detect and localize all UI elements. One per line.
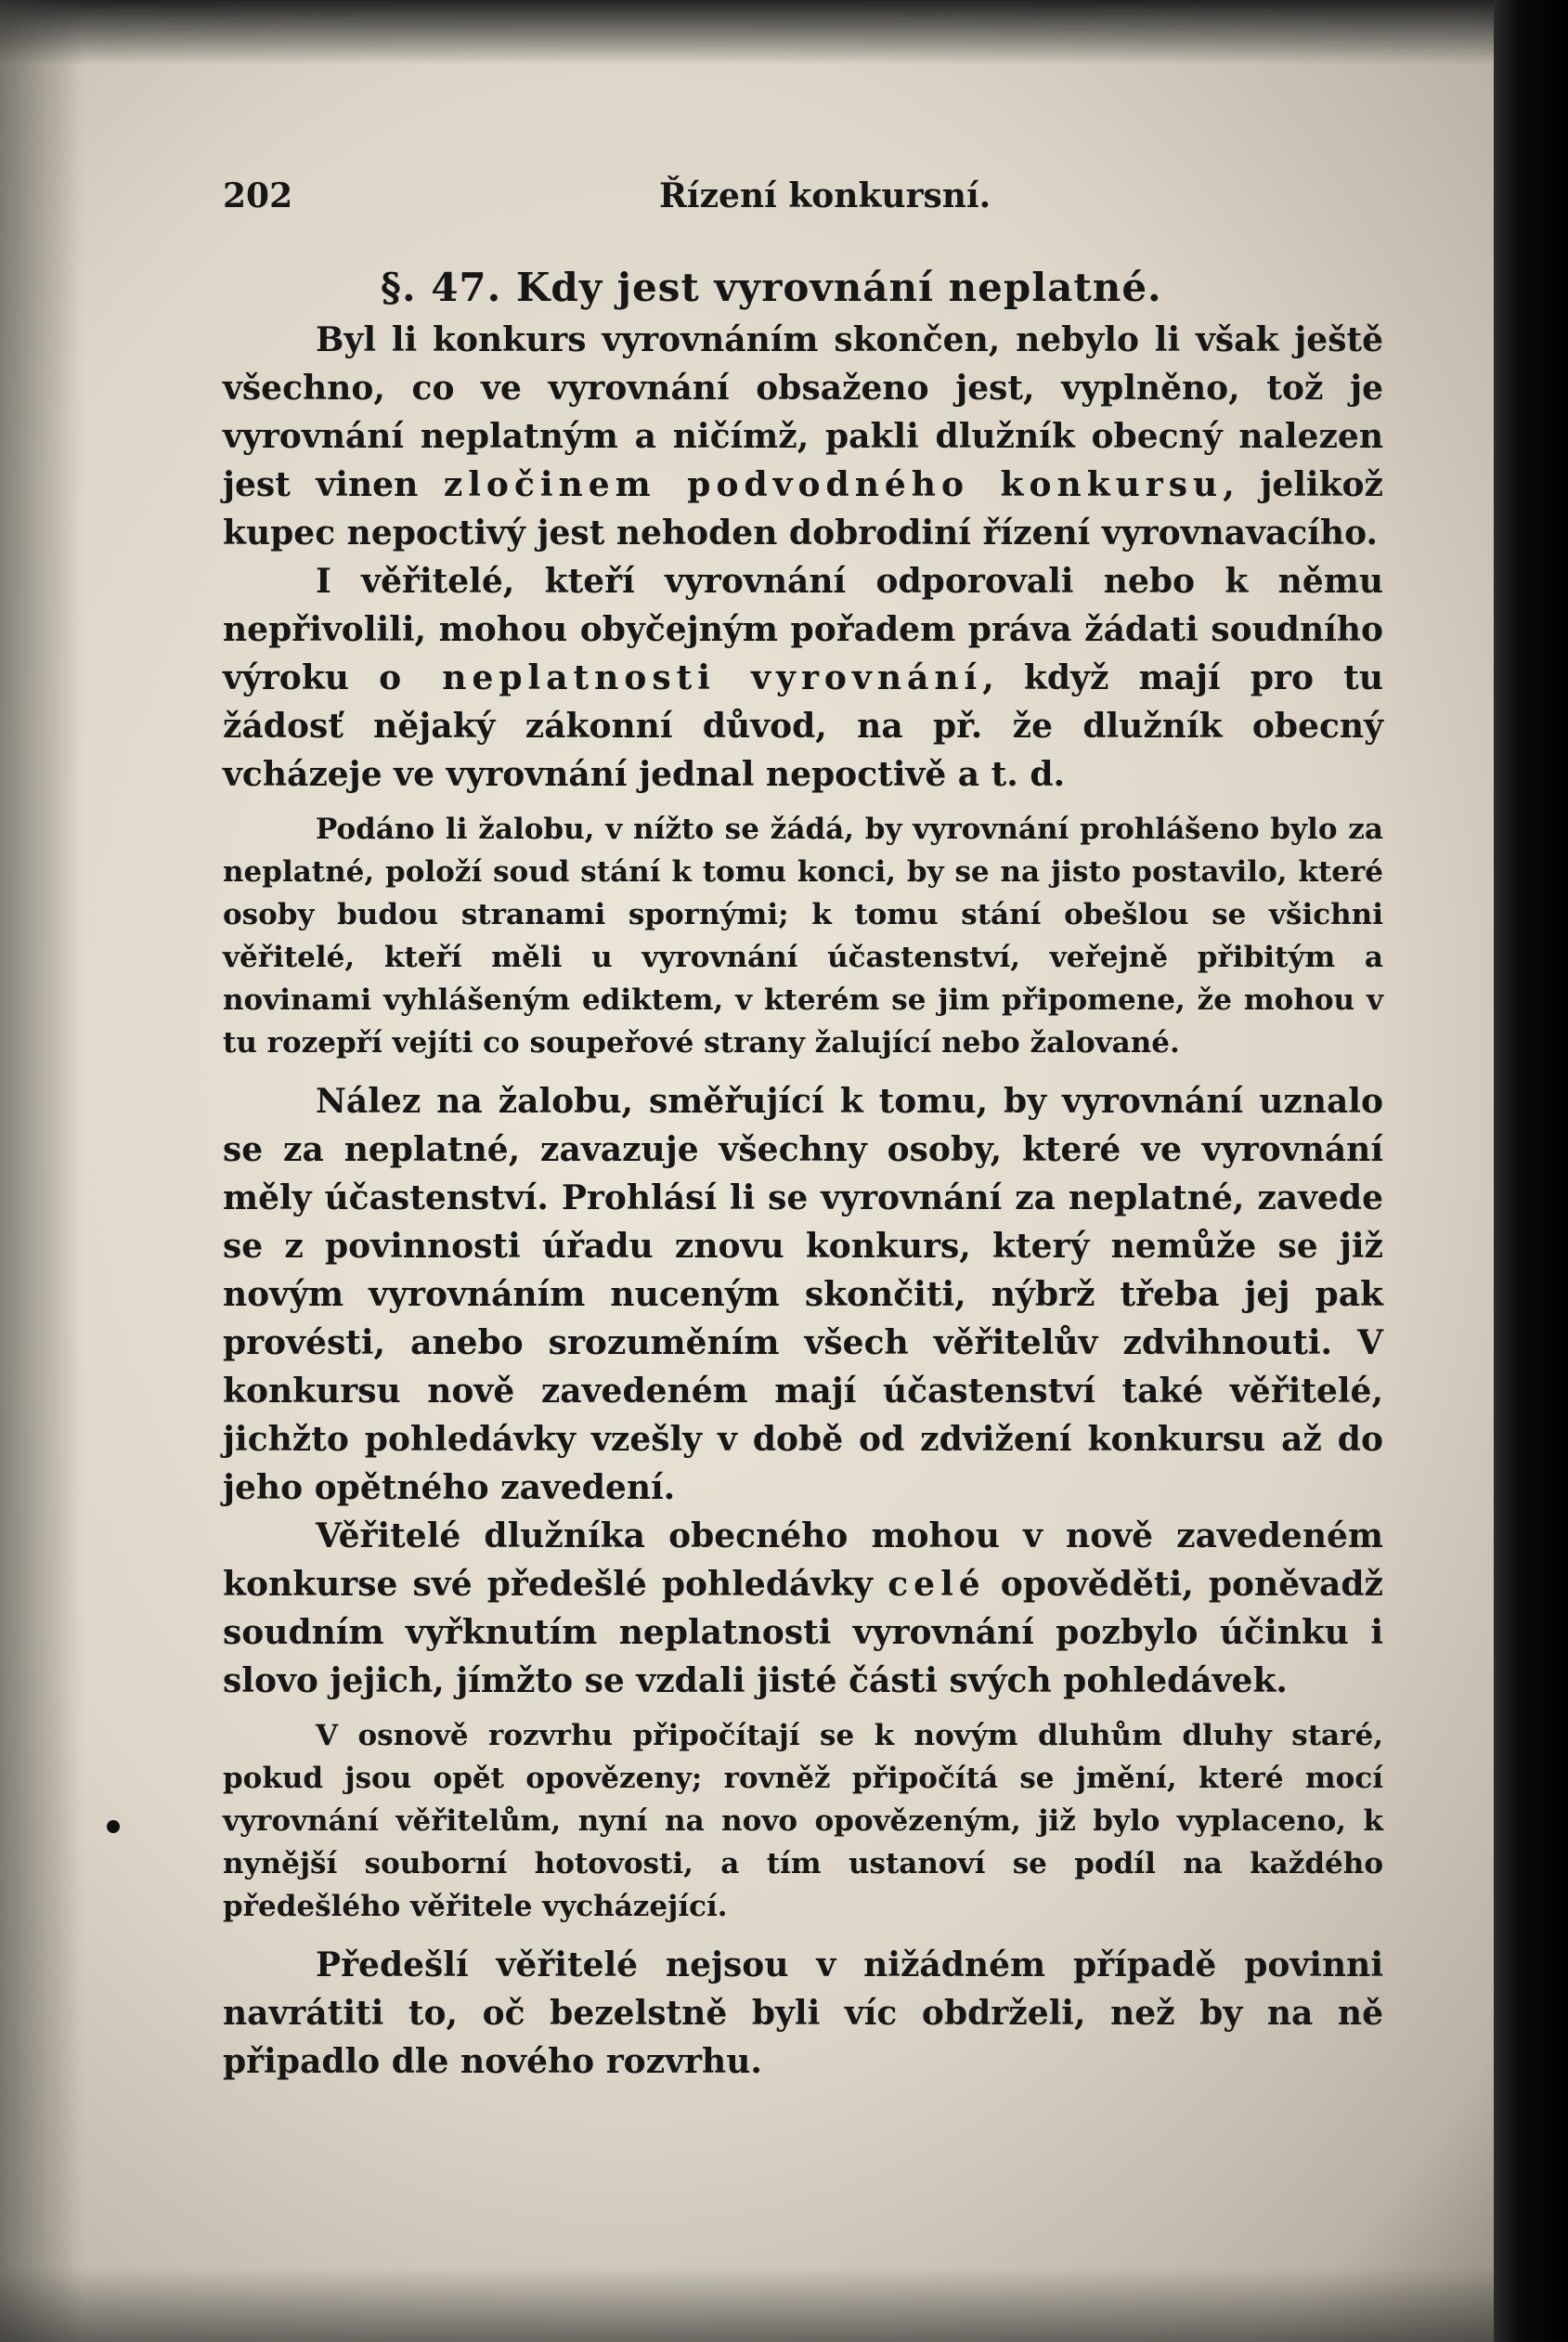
scan-shadow-bottom [0, 2268, 1568, 2342]
scan-shadow-top [0, 0, 1568, 65]
paragraph-5-text-a: Věřitelé dlužníka obecného mohou v nově zavedeném konkurse své předešlé pohledávky [223, 1516, 1383, 1604]
paragraph-2-emphasis: o neplatnosti vyrovnání [379, 658, 983, 697]
paragraph-1-emphasis: zločinem podvodného konkursu [443, 465, 1224, 504]
paragraph-1-text-c: , jelikož kupec nepoctivý jest nehoden dobrodiní řízení vyrovnavacího. [223, 465, 1383, 553]
paragraph-6: V osnově rozvrhu připočítají se k novým dluhům dluhy staré, pokud jsou opět opovězeny; rovněž připočítá se jmění, které mocí vyrovnání věřitelům, nyní na novo opovězeným, již bylo vyplaceno, k nynější souborní hotovosti, a tím ustanoví se podíl na každého předešlého věřitele vycházející. [223, 1719, 1383, 1923]
paragraph-5-emphasis: celé [888, 1565, 986, 1604]
paragraph-2 [223, 557, 1383, 799]
section-heading: §. 47. Kdy jest vyrovnání neplatné. [381, 265, 1162, 310]
page-header [223, 176, 1383, 232]
paragraph-7: Předešlí věřitelé nejsou v nižádném případě povinni navrátiti to, oč bezelstně byli víc obdrželi, než by na ně připadlo dle nového rozvrhu. [223, 1945, 1383, 2081]
paragraph-2-text-a: I věřitelé, kteří vyrovnání odporovali nebo k němu nepřivolili, mohou obyčejným pořadem práva žádati soudního výroku [223, 562, 1383, 697]
page-body [223, 176, 1383, 2086]
ink-spot [107, 1820, 120, 1833]
paragraph-2-text-c: , když mají pro tu žádosť nějaký zákonní důvod, na př. že dlužník obecný vcházeje ve vyrovnání jednal nepoctivě a t. d. [223, 658, 1383, 794]
paragraph-3: Podáno li žalobu, v nížto se žádá, by vyrovnání prohlášeno bylo za neplatné, položí soud stání k tomu konci, by se na jisto postavilo, které osoby budou stranami spornými; k tomu stání obešlou se všichni věřitelé, kteří měli u vyrovnání účastenství, veřejně přibitým a novinami vyhlášeným ediktem, v kterém se jim připomene, že mohou v tu rozepří vejíti co soupeřové strany žalující nebo žalované. [223, 813, 1383, 1060]
running-title: Řízení konkursní. [659, 176, 991, 215]
scan-shadow-left [0, 0, 84, 2342]
paragraph-4: Nález na žalobu, směřující k tomu, by vyrovnání uznalo se za neplatné, zavazuje všechny osoby, které ve vyrovnání měly účastenství. Prohlásí li se vyrovnání za neplatné, zavede se z povinnosti úřadu znovu konkurs, který nemůže se již novým vyrovnáním nuceným skončiti, nýbrž třeba jej pak provésti, anebo srozuměním všech věřitelův zdvihnouti. V konkursu nově zavedeném mají účastenství také věřitelé, jichžto pohledávky vzešly v době od zdvižení konkursu až do jeho opětného zavedení. [223, 1082, 1383, 1507]
paragraph-1-text-a: Byl li konkurs vyrovnáním skončen, nebylo li však ještě všechno, co ve vyrovnání obsaženo jest, vyplněno, tož je vyrovnání neplatným a ničímž, pakli dlužník obecný nalezen jest vinen [223, 320, 1383, 504]
paragraph-1 [223, 316, 1383, 557]
paragraph-5 [223, 1512, 1383, 1705]
paragraph-5-text-c: opověděti, poněvadž soudním vyřknutím neplatnosti vyrovnání pozbylo účinku i slovo jejich, jímžto se vzdali jisté části svých pohledávek. [223, 1565, 1383, 1700]
page-number: 202 [223, 176, 293, 215]
scan-binding-edge [1494, 0, 1568, 2342]
